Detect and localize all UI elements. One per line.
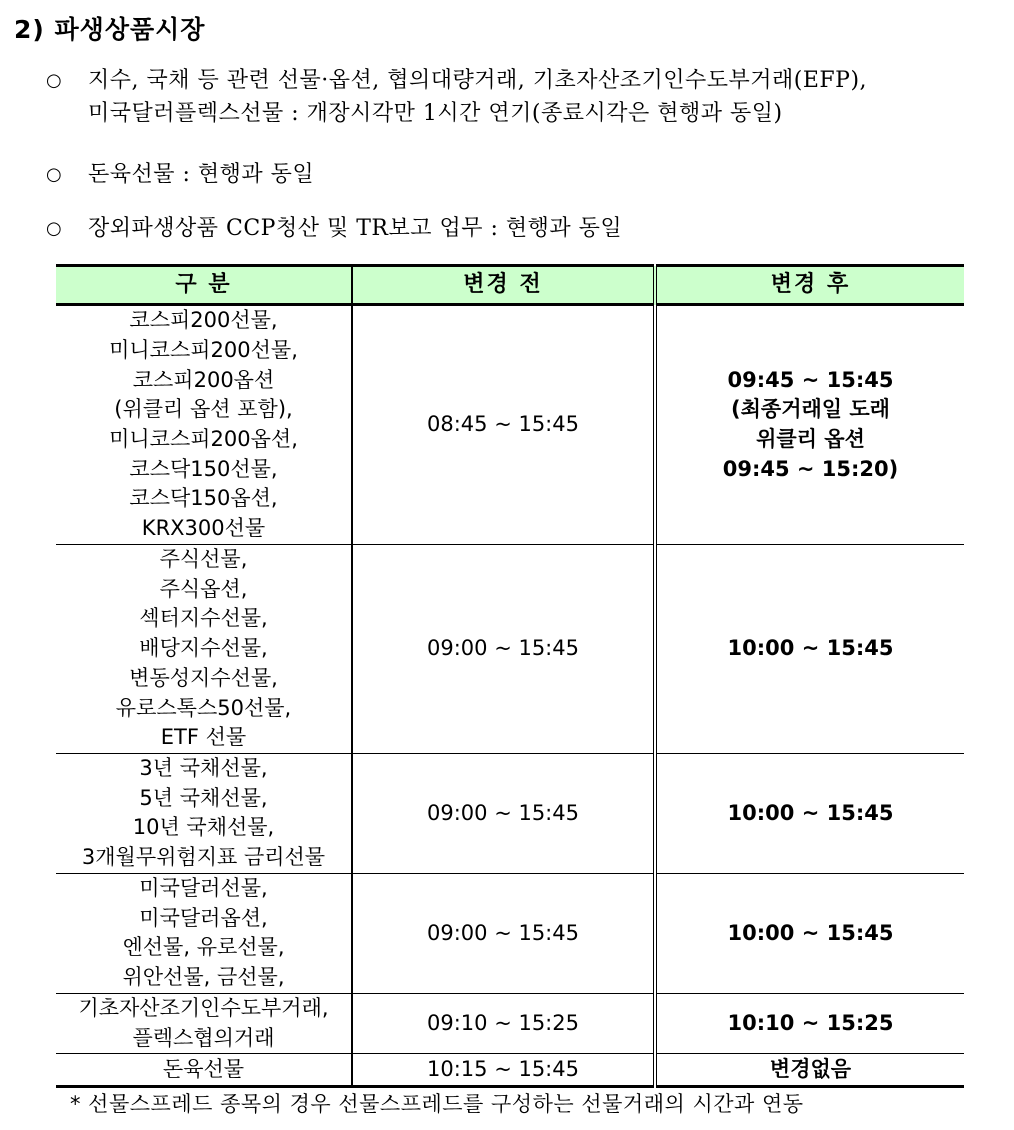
header-category: 구 분 [56, 266, 352, 305]
bullet-text: 장외파생상품 CCP청산 및 TR보고 업무 : 현행과 동일 [88, 216, 623, 241]
circle-bullet-icon: ○ [46, 70, 63, 91]
cell-before: 08:45 ~ 15:45 [352, 305, 655, 545]
table-row [56, 993, 964, 1053]
trading-hours-table [56, 264, 964, 1088]
cell-category: 기초자산조기인수도부거래, 플렉스협의거래 [56, 993, 352, 1053]
cell-after: 10:10 ~ 15:25 [655, 993, 964, 1053]
cell-before: 09:00 ~ 15:45 [352, 873, 655, 993]
section-title: 2) 파생상품시장 [14, 15, 206, 44]
bullet-item [46, 158, 314, 191]
cell-after: 10:00 ~ 15:45 [655, 545, 964, 754]
bullet-item [46, 212, 622, 245]
bullet-item [46, 64, 867, 130]
circle-bullet-icon: ○ [46, 164, 63, 185]
cell-after: 09:45 ~ 15:45 (최종거래일 도래 위클리 옵션 09:45 ~ 15:20) [655, 305, 964, 545]
header-after: 변경 후 [655, 266, 964, 305]
cell-category: 돈육선물 [56, 1054, 352, 1087]
cell-category: 주식선물, 주식옵션, 섹터지수선물, 배당지수선물, 변동성지수선물, 유로스톡스50선물, ETF 선물 [56, 545, 352, 754]
bullet-text: 지수, 국채 등 관련 선물·옵션, 협의대량거래, 기초자산조기인수도부거래(EFP), 미국달러플렉스선물 : 개장시각만 1시간 연기(종료시각은 현행과 동일) [88, 68, 868, 126]
table-row [56, 753, 964, 873]
cell-before: 10:15 ~ 15:45 [352, 1054, 655, 1087]
cell-category: 코스피200선물, 미니코스피200선물, 코스피200옵션 (위클리 옵션 포함), 미니코스피200옵션, 코스닥150선물, 코스닥150옵션, KRX300선물 [56, 305, 352, 545]
cell-category: 3년 국채선물, 5년 국채선물, 10년 국채선물, 3개월무위험지표 금리선물 [56, 753, 352, 873]
cell-before: 09:00 ~ 15:45 [352, 753, 655, 873]
table-row [56, 305, 964, 545]
circle-bullet-icon: ○ [46, 218, 63, 239]
table-row [56, 1054, 964, 1087]
table-row [56, 873, 964, 993]
cell-after: 10:00 ~ 15:45 [655, 873, 964, 993]
header-before: 변경 전 [352, 266, 655, 305]
table-header-row [56, 266, 964, 305]
table-row [56, 545, 964, 754]
bullet-text: 돈육선물 : 현행과 동일 [88, 162, 315, 187]
cell-after: 변경없음 [655, 1054, 964, 1087]
cell-before: 09:00 ~ 15:45 [352, 545, 655, 754]
footnote: * 선물스프레드 종목의 경우 선물스프레드를 구성하는 선물거래의 시간과 연동 [70, 1092, 804, 1116]
cell-after: 10:00 ~ 15:45 [655, 753, 964, 873]
cell-category: 미국달러선물, 미국달러옵션, 엔선물, 유로선물, 위안선물, 금선물, [56, 873, 352, 993]
cell-before: 09:10 ~ 15:25 [352, 993, 655, 1053]
